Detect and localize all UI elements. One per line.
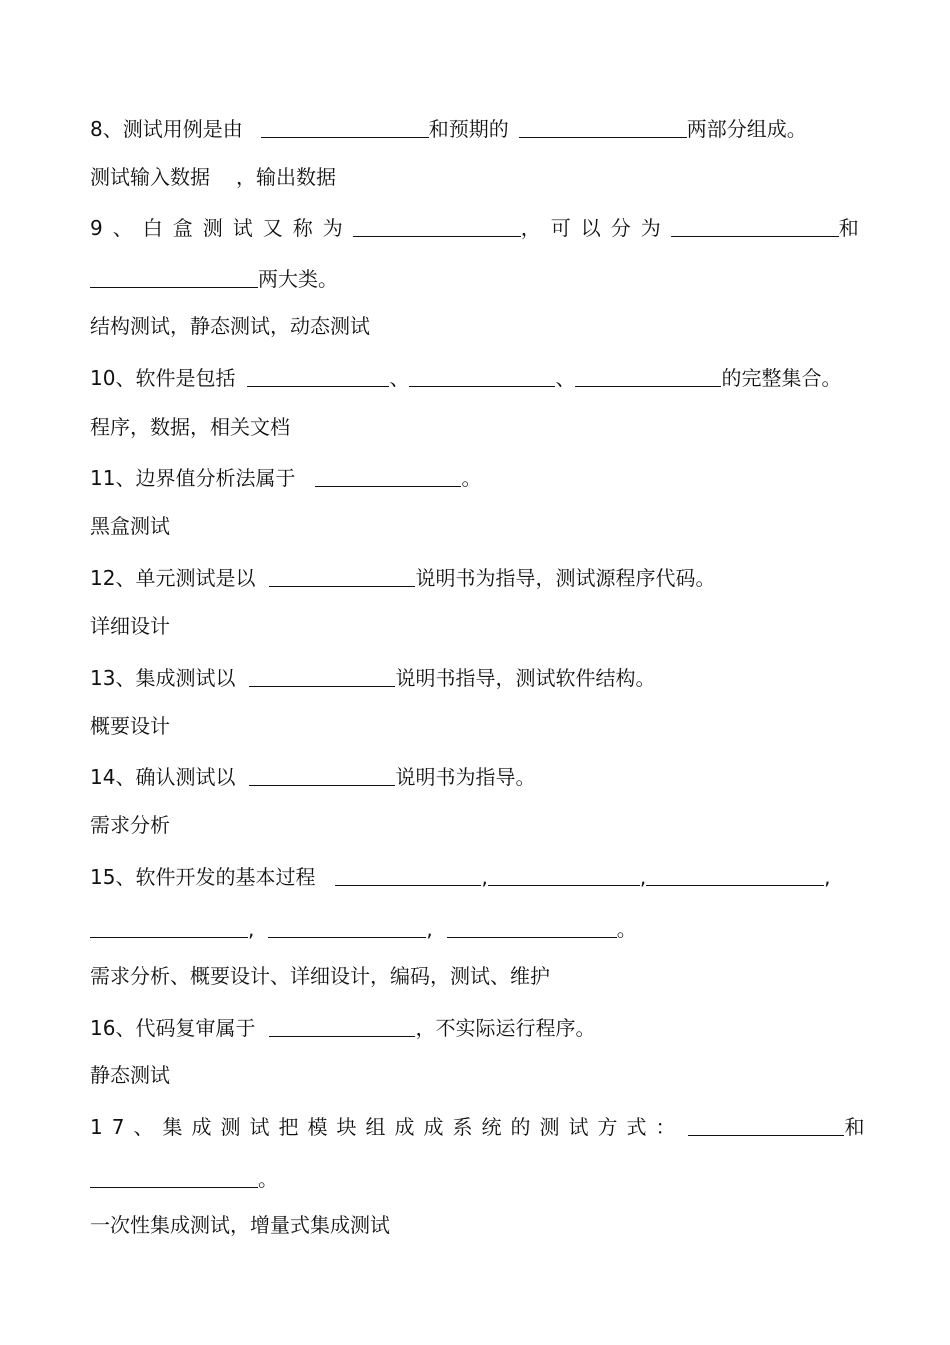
- question-13: [90, 665, 655, 691]
- q10-blank-2[interactable]: [409, 366, 555, 387]
- q17-text-c: 。: [258, 1167, 278, 1191]
- q8-text-c: 两部分组成。: [686, 117, 807, 141]
- q15-text-a: 15、软件开发的基本过程: [90, 865, 316, 889]
- q13-blank-1[interactable]: [249, 666, 395, 687]
- answer-9: 结构测试，静态测试，动态测试: [90, 314, 370, 338]
- q10-text-c: 、: [555, 366, 576, 390]
- q10-blank-3[interactable]: [575, 366, 721, 387]
- q15-blank-3[interactable]: [646, 865, 824, 886]
- question-15: [90, 864, 831, 890]
- q12-text-a: 12、单元测试是以: [90, 566, 256, 590]
- q10-text-b: 、: [389, 366, 410, 390]
- question-17: [90, 1114, 864, 1140]
- q13-text-a: 13、集成测试以: [90, 666, 236, 690]
- q8-blank-1[interactable]: [261, 117, 429, 138]
- q17-text-b: 和: [844, 1115, 865, 1139]
- q11-text-b: 。: [461, 466, 482, 490]
- q15-blank-5[interactable]: [268, 917, 426, 938]
- a8-text-b: ，输出数据: [236, 165, 336, 189]
- answer-11: 黑盒测试: [90, 514, 170, 538]
- question-11: [90, 465, 481, 491]
- question-16: [90, 1015, 595, 1041]
- q9-blank-2[interactable]: [671, 216, 839, 237]
- q15-text-c: ,: [639, 865, 647, 889]
- q11-blank-1[interactable]: [315, 466, 461, 487]
- q9-text-d: 两大类。: [258, 267, 338, 291]
- q9-text-a: 9、白盒测试又称为: [90, 216, 353, 240]
- q15-blank-2[interactable]: [488, 865, 640, 886]
- answer-13: 概要设计: [90, 714, 170, 738]
- q9-text-b: ，可以分为: [520, 216, 671, 240]
- answer-17: 一次性集成测试，增量式集成测试: [90, 1213, 390, 1237]
- q9-blank-3[interactable]: [90, 267, 258, 288]
- q15-blank-4[interactable]: [90, 917, 248, 938]
- q8-text-b: 和预期的: [428, 117, 509, 141]
- q15-text-d: ,: [824, 865, 831, 889]
- q16-text-a: 16、代码复审属于: [90, 1016, 256, 1040]
- question-12: [90, 565, 715, 591]
- q15-text-f: ,: [426, 917, 433, 941]
- q16-blank-1[interactable]: [269, 1016, 415, 1037]
- question-14: [90, 764, 535, 790]
- answer-12: 详细设计: [90, 614, 170, 638]
- q11-text-a: 11、边界值分析法属于: [90, 466, 296, 490]
- q8-blank-2[interactable]: [519, 117, 687, 138]
- answer-8: [90, 164, 336, 190]
- q16-text-b: ，不实际运行程序。: [415, 1016, 596, 1040]
- question-17-cont: [90, 1166, 278, 1192]
- q15-text-e: ,: [248, 917, 255, 941]
- q14-text-b: 说明书为指导。: [395, 765, 536, 789]
- q10-blank-1[interactable]: [247, 366, 389, 387]
- question-8: [90, 116, 807, 142]
- answer-15: 需求分析、概要设计、详细设计，编码，测试、维护: [90, 964, 550, 988]
- q10-text-a: 10、软件是包括: [90, 366, 236, 390]
- question-15-cont: [90, 916, 637, 942]
- q17-blank-1[interactable]: [688, 1115, 844, 1136]
- q15-text-b: ,: [481, 865, 488, 889]
- question-9: [90, 215, 859, 241]
- q15-blank-6[interactable]: [447, 917, 617, 938]
- q9-text-c: 和: [838, 216, 859, 240]
- q15-blank-1[interactable]: [335, 865, 481, 886]
- q12-blank-1[interactable]: [269, 566, 415, 587]
- q9-blank-1[interactable]: [353, 216, 521, 237]
- q14-text-a: 14、确认测试以: [90, 765, 236, 789]
- q8-text-a: 8、测试用例是由: [90, 117, 243, 141]
- a8-text-a: 测试输入数据: [90, 165, 210, 189]
- question-9-cont: [90, 266, 338, 292]
- q15-text-g: 。: [616, 917, 637, 941]
- q17-text-a: 17、集成测试把模块组成成系统的测试方式：: [90, 1115, 685, 1139]
- q12-text-b: 说明书为指导，测试源程序代码。: [415, 566, 716, 590]
- answer-14: 需求分析: [90, 813, 170, 837]
- q13-text-b: 说明书指导，测试软件结构。: [395, 666, 656, 690]
- q14-blank-1[interactable]: [249, 765, 395, 786]
- q17-blank-2[interactable]: [90, 1167, 258, 1188]
- answer-10: 程序，数据，相关文档: [90, 415, 290, 439]
- question-10: [90, 365, 841, 391]
- answer-16: 静态测试: [90, 1063, 170, 1087]
- q10-text-d: 的完整集合。: [721, 366, 842, 390]
